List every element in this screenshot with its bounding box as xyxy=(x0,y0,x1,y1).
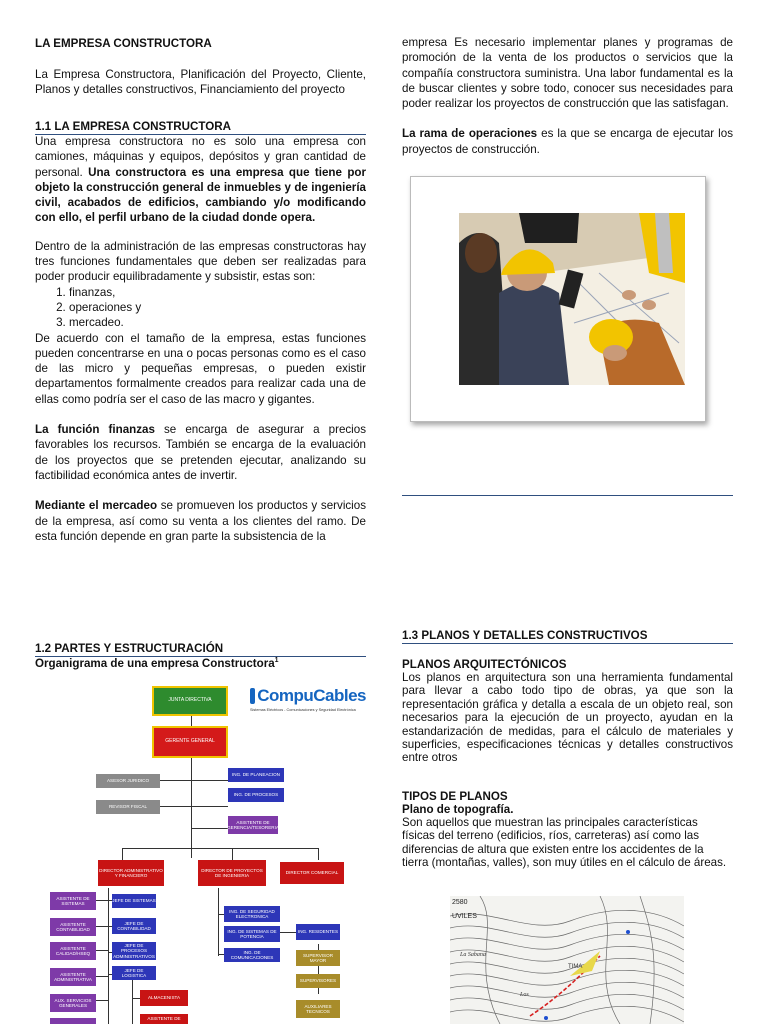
org-chart xyxy=(40,678,366,1024)
operations-paragraph xyxy=(402,126,733,157)
marketing-paragraph xyxy=(35,498,366,544)
planos-paragraph: Los planos en arquitectura son una herramienta fundamental para llevar a cabo todo tipo de obras, ya que son la representación gráfica y detalla a escala de un objeto real, son necesarios para la ejecución de un proyecto, ayudan en la estandarización de medidas, para el cálculo de materiales y superficies, especificaciones técnicas y detalles constructivos entre otros xyxy=(402,671,733,765)
size-paragraph: De acuerdo con el tamaño de la empresa, estas funciones pueden concentrarse en una o pocas personas como es el caso de las micro y pequeñas empresas, o pueden existir departamentos formalmente creados para realizar cada una de ellas como podría ser el caso de las macro y gigantes. xyxy=(35,331,366,406)
org-box-director-comercial: DIRECTOR COMERCIAL xyxy=(280,862,344,884)
org-box-asistente-de: ASISTENTE DE xyxy=(140,1014,188,1024)
operations-text: es la que se encarga de ejecutar los proyectos de construcción. xyxy=(402,127,733,156)
intro-paragraph: La Empresa Constructora, Planificación del Proyecto, Cliente, Planos y detalles constructivos, Financiamiento del proyecto xyxy=(35,68,366,97)
list-item: 3. mercadeo. xyxy=(69,315,366,330)
org-box-ing-comunicaciones: ING. DE COMUNICACIONES xyxy=(224,948,280,962)
map-label: Los xyxy=(520,992,529,998)
logo-subtitle: Sistemas Eléctricos - Comunicaciones y Seguridad Electrónica xyxy=(250,708,356,712)
finance-text: se encarga de asegurar a precios favorables los recursos. También se encarga de la evaluación de los proyectos que se pretenden ejecutar, analizando su factibilidad económica antes de invertir. xyxy=(35,423,367,482)
logo-text: CompuCables xyxy=(257,686,366,705)
org-box-director-proyectos: DIRECTOR DE PROYECTOS DE INGENIERIA xyxy=(198,860,266,886)
section-1-3-heading: 1.3 PLANOS Y DETALLES CONSTRUCTIVOS xyxy=(402,629,733,644)
section-divider xyxy=(402,495,733,496)
map-label: La Sabana xyxy=(460,952,486,958)
section-1-2-heading: 1.2 PARTES Y ESTRUCTURACIÓN xyxy=(35,642,366,657)
functions-list xyxy=(35,285,366,331)
plano-topografia-heading: Plano de topografía. xyxy=(402,802,514,816)
map-label: UVILES xyxy=(452,913,477,920)
org-box-jefe-sistemas: JEFE DE SISTEMAS xyxy=(112,894,156,908)
org-box-asistente-gerencia: ASISTENTE DE GERENCIA/TESORERIA xyxy=(228,816,278,834)
org-box-almacenista: ALMACENISTA xyxy=(140,990,188,1006)
finance-bold: La función finanzas xyxy=(35,423,155,437)
org-box-auxiliares-tecnicos: AUXILIARES TECNICOS xyxy=(296,1000,340,1018)
definition-paragraph xyxy=(35,134,366,226)
org-box-jefe-procesos: JEFE DE PROCESOS ADMINISTRATIVOS xyxy=(113,943,155,959)
org-box-ing-seguridad: ING. DE SEGURIDAD ELECTRONICA xyxy=(224,906,280,922)
list-item: 2. operaciones y xyxy=(69,300,366,315)
compucables-logo xyxy=(250,686,366,722)
marketing-text: se promueven los productos y servicios de la empresa, así como su venta a los clientes del ramo. De esta función depende en gran parte la subsistencia de la xyxy=(35,499,367,543)
document-title: LA EMPRESA CONSTRUCTORA xyxy=(35,37,212,50)
org-box-jefe-logistica: JEFE DE LOGISTICA xyxy=(112,966,156,980)
section-1-1-body xyxy=(35,134,366,544)
left-column xyxy=(35,37,366,98)
planos-arquitectonicos-heading: PLANOS ARQUITECTÓNICOS xyxy=(402,658,567,671)
org-box-gerente: GERENTE GENERAL xyxy=(152,726,228,758)
map-label: 2580 xyxy=(452,899,468,906)
topografia-paragraph: Son aquellos que muestran las principales características físicas del terreno (edificios, ríos, carreteras) así como las diferencias de altura que existen entre los accidentes de la tierra (montañas, valles), son muy útiles en el cálculo de áreas. xyxy=(402,815,727,870)
org-box-asistente-sistemas: ASISTENTE DE SISTEMAS xyxy=(50,892,96,910)
org-box-ing-planeacion: ING. DE PLANEACION xyxy=(228,768,284,782)
tipos-de-planos-heading: TIPOS DE PLANOS xyxy=(402,789,508,803)
org-box-supervisores: SUPERVISORES xyxy=(296,974,340,988)
org-box-partial xyxy=(50,1018,96,1024)
finance-paragraph xyxy=(35,422,366,483)
org-box-ing-procesos: ING. DE PROCESOS xyxy=(228,788,284,802)
right-column-top xyxy=(402,35,733,157)
topographic-map-image xyxy=(450,896,684,1024)
org-box-asistente-contabilidad: ASISTENTE CONTABILIDAD xyxy=(50,918,96,936)
org-box-director-administrativo: DIRECTOR ADMINISTRATIVO Y FINANCIERO xyxy=(98,860,164,886)
planos-section xyxy=(402,658,733,869)
org-box-jefe-contabilidad: JEFE DE CONTABILIDAD xyxy=(112,918,156,934)
org-box-revisor-fiscal: REVISOR FISCAL xyxy=(96,800,160,814)
definition-bold: Una constructora es una empresa que tiene por objeto la construcción general de inmuebles y de ingeniería civil, acabados de edificios, cambiando y/o modificando con ello, el perfil urbano de la ciudad donde opera. xyxy=(35,165,366,225)
org-box-asesor-juridico: ASESOR JURIDICO xyxy=(96,774,160,788)
definition-plain: Una empresa constructora no es solo una empresa con camiones, máquinas y equipos, depósitos y gran cantidad de personal. xyxy=(35,135,366,179)
operations-bold: La rama de operaciones xyxy=(402,127,538,141)
org-chart-title-text: Organigrama de una empresa Constructora xyxy=(35,657,275,670)
marketing-bold: Mediante el mercadeo xyxy=(35,499,158,513)
photo-frame xyxy=(410,176,706,422)
list-item: 1. finanzas, xyxy=(69,285,366,300)
footnote-marker: 1 xyxy=(274,657,279,665)
org-chart-title xyxy=(35,657,366,670)
org-box-junta: JUNTA DIRECTIVA xyxy=(152,686,228,716)
org-box-ing-potencia: ING. DE SISTEMAS DE POTENCIA xyxy=(224,926,280,942)
org-box-ing-residentes: ING. RESIDENTES xyxy=(296,924,340,940)
org-box-aux-servicios: AUX. SERVICIOS GENERALES xyxy=(50,994,96,1012)
map-label: TIMA xyxy=(568,964,583,970)
org-box-supervisor-mayor: SUPERVISOR MAYOR xyxy=(296,950,340,966)
org-box-asistente-calidad: ASISTENTE CALIDAD/HSEQ xyxy=(50,942,96,960)
functions-paragraph: Dentro de la administración de las empresas constructoras hay tres funciones fundamentales que deben ser realizadas para poder producir equilibradamente y subsistir, estas son: xyxy=(35,239,366,284)
construction-meeting-photo xyxy=(459,213,685,385)
marketing-continuation: empresa Es necesario implementar planes y programas de promoción de la venta de los productos o servicios que la compañía constructora suministra. Una labor fundamental es la de buscar clientes y sobre todo, conocer sus necesidades para poder realizar los proyectos de construcción que las satisfagan. xyxy=(402,36,733,111)
section-1-1-heading: 1.1 LA EMPRESA CONSTRUCTORA xyxy=(35,120,366,135)
org-box-asistente-administrativa: ASISTENTE ADMINISTRATIVA xyxy=(50,968,96,986)
logo-mark-icon xyxy=(250,688,255,704)
